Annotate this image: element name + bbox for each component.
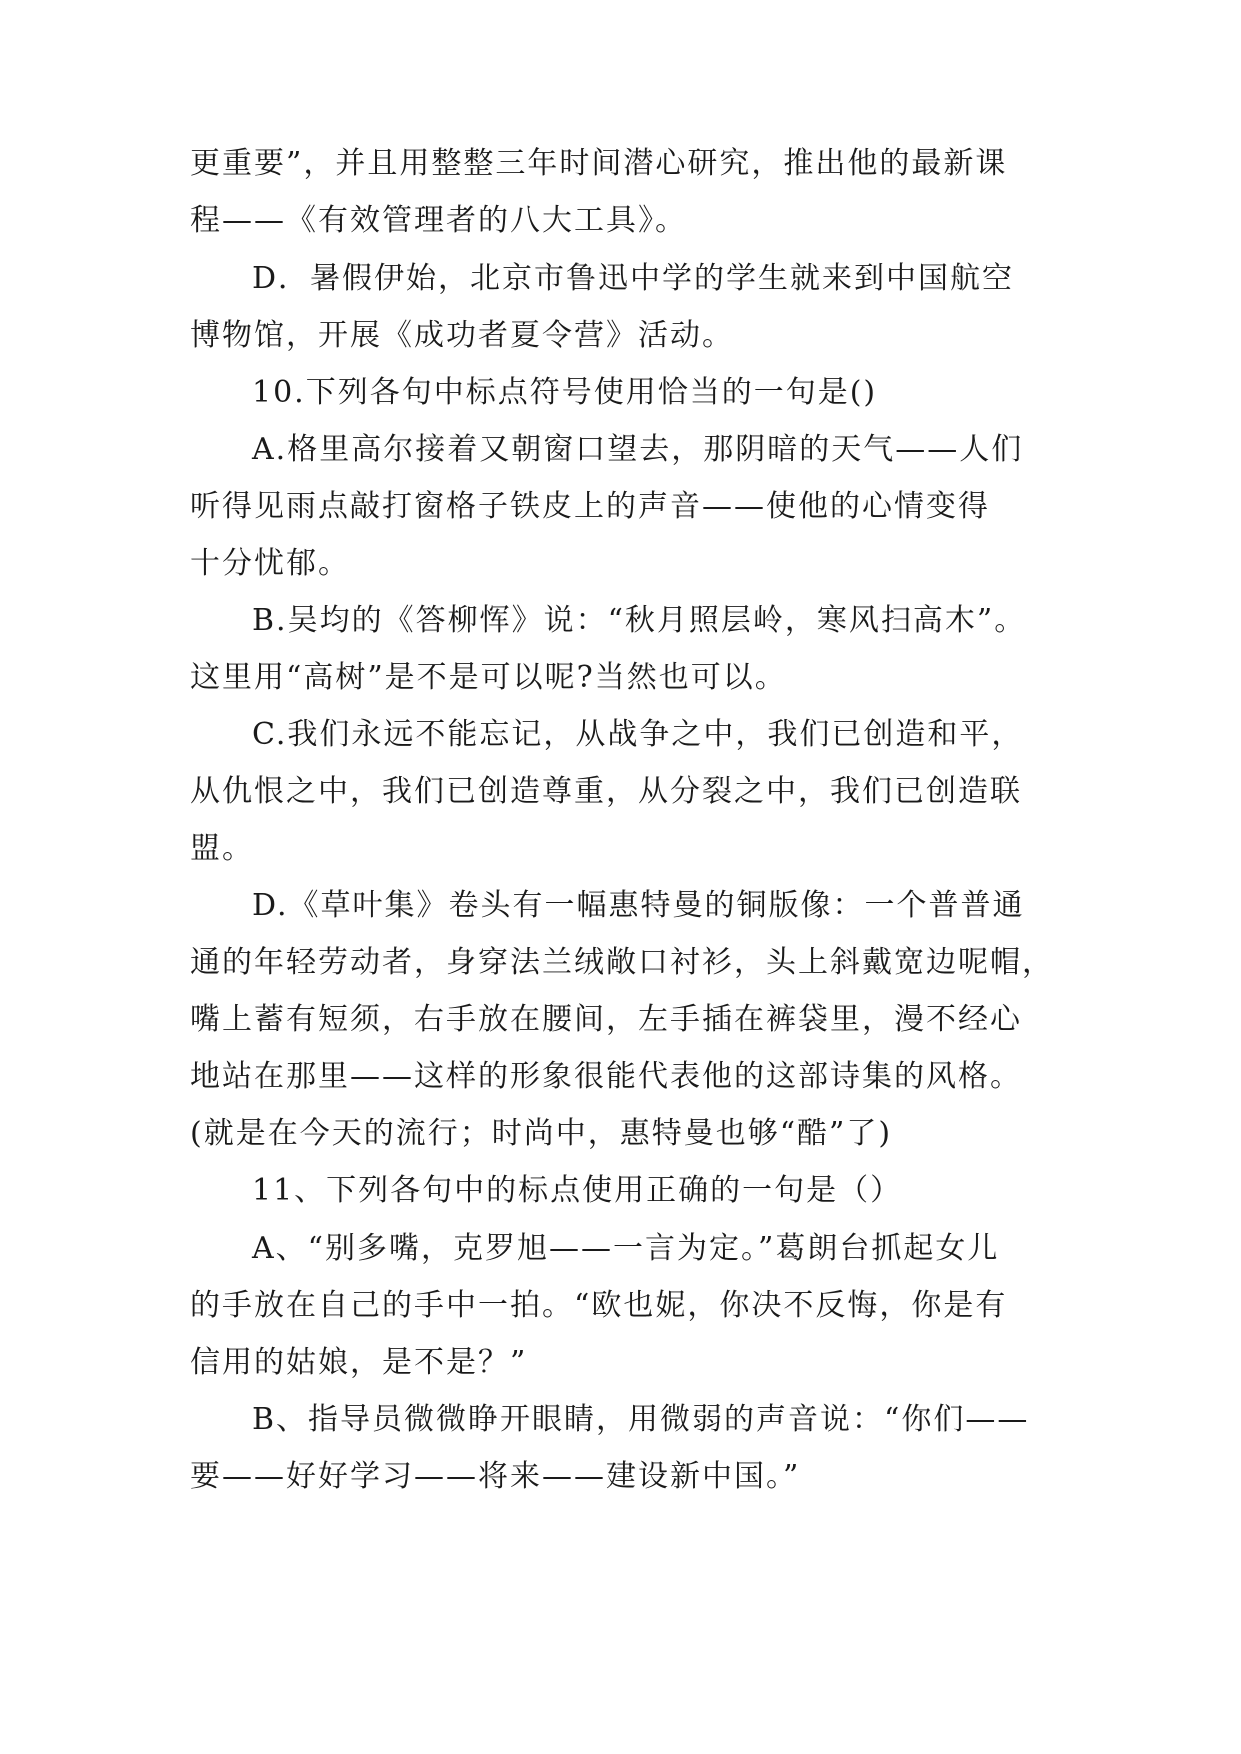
text-line: 更重要”，并且用整整三年时间潜心研究，推出他的最新课 (190, 146, 1008, 181)
option-d-q10: D.《草叶集》卷头有一幅惠特曼的铜版像：一个普普通 (252, 888, 1025, 923)
question-10-stem: 10.下列各句中标点符号使用恰当的一句是() (252, 375, 878, 410)
text-line: 程——《有效管理者的八大工具》。 (190, 203, 687, 238)
text-line: 十分忧郁。 (190, 546, 350, 581)
text-line: 博物馆，开展《成功者夏令营》活动。 (190, 318, 734, 353)
text-line: 听得见雨点敲打窗格子铁皮上的声音——使他的心情变得 (190, 489, 990, 524)
option-a-q11: A、“别多嘴，克罗旭——一言为定。”葛朗台抓起女儿 (252, 1231, 1000, 1266)
text-line: (就是在今天的流行；时尚中，惠特曼也够“酷”了) (190, 1116, 893, 1151)
text-line: 这里用“高树”是不是可以呢?当然也可以。 (190, 660, 787, 695)
text-line: 要——好好学习——将来——建设新中国。” (190, 1459, 801, 1494)
text-line: 地站在那里——这样的形象很能代表他的这部诗集的风格。 (190, 1059, 1022, 1094)
option-b-q11: B、指导员微微睁开眼睛，用微弱的声音说：“你们—— (252, 1402, 1030, 1437)
option-a-q10: A.格里高尔接着又朝窗口望去，那阴暗的天气——人们 (252, 432, 1024, 467)
text-line: 的手放在自己的手中一拍。“欧也妮，你决不反悔，你是有 (190, 1288, 1008, 1323)
option-d-q9: D．暑假伊始，北京市鲁迅中学的学生就来到中国航空 (252, 261, 1015, 296)
option-b-q10: B.吴均的《答柳恽》说：“秋月照层岭，寒风扫高木”。 (252, 603, 1027, 638)
text-line: 通的年轻劳动者，身穿法兰绒敞口衬衫，头上斜戴宽边呢帽， (190, 945, 1054, 980)
option-c-q10: C.我们永远不能忘记，从战争之中，我们已创造和平， (252, 717, 1024, 752)
text-line: 嘴上蓄有短须，右手放在腰间，左手插在裤袋里，漫不经心 (190, 1002, 1022, 1037)
question-11-stem: 11、下列各句中的标点使用正确的一句是（） (252, 1173, 903, 1208)
text-line: 盟。 (190, 831, 254, 866)
text-line: 信用的姑娘，是不是？” (190, 1345, 528, 1380)
text-line: 从仇恨之中，我们已创造尊重，从分裂之中，我们已创造联 (190, 774, 1022, 809)
